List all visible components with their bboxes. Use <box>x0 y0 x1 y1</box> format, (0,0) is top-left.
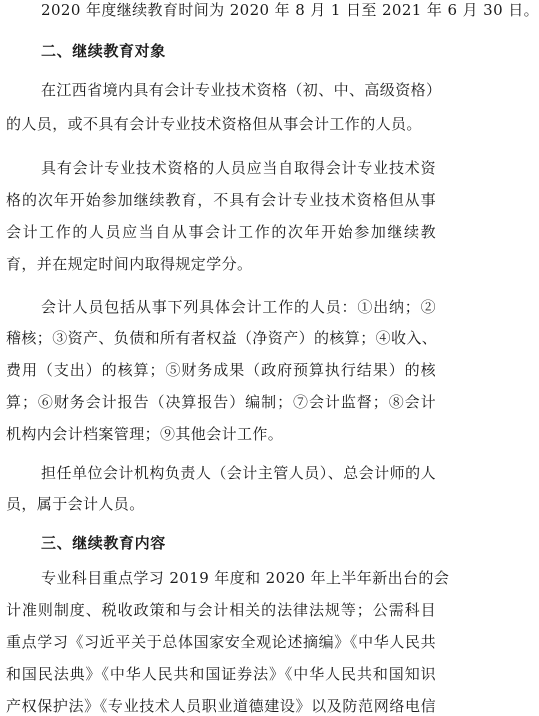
paragraph-line: 的人员，或不具有会计专业技术资格但从事会计工作的人员。 <box>6 115 422 133</box>
paragraph-line: 稽核；③资产、负债和所有者权益（净资产）的核算；④收入、 <box>6 329 438 347</box>
paragraph-line: 费用（支出）的核算；⑤财务成果（政府预算执行结果）的核 <box>6 361 436 379</box>
paragraph-line: 重点学习《习近平关于总体国家安全观论述摘编》《中华人民共 <box>6 633 436 651</box>
paragraph-line: 会计工作的人员应当自从事会计工作的次年开始参加继续教 <box>6 223 436 241</box>
paragraph-line: 担任单位会计机构负责人（会计主管人员）、总会计师的人 <box>41 464 436 482</box>
section-heading-2: 二、继续教育对象 <box>41 42 166 60</box>
paragraph-line: 算；⑥财务会计报告（决算报告）编制；⑦会计监督；⑧会计 <box>6 393 436 411</box>
paragraph-line: 员，属于会计人员。 <box>6 495 145 513</box>
paragraph-line: 育，并在规定时间内取得规定学分。 <box>6 255 253 273</box>
paragraph-line: 格的次年开始参加继续教育，不具有会计专业技术资格但从事 <box>6 191 436 209</box>
paragraph-line: 机构内会计档案管理；⑨其他会计工作。 <box>6 425 284 443</box>
section-heading-3: 三、继续教育内容 <box>41 534 166 552</box>
intro-line: 2020 年度继续教育时间为 2020 年 8 月 1 日至 2021 年 6 月 30 日。 <box>41 1 539 19</box>
paragraph-line: 专业科目重点学习 2019 年度和 2020 年上半年新出台的会 <box>41 569 450 587</box>
paragraph-line: 在江西省境内具有会计专业技术资格（初、中、高级资格） <box>41 81 442 99</box>
paragraph-line: 和国民法典》《中华人民共和国证券法》《中华人民共和国知识 <box>6 665 436 683</box>
paragraph-line: 会计人员包括从事下列具体会计工作的人员：①出纳；② <box>41 298 436 316</box>
paragraph-line: 计准则制度、税收政策和与会计相关的法律法规等；公需科目 <box>6 601 436 619</box>
paragraph-line: 产权保护法》《专业技术人员职业道德建设》以及防范网络电信 <box>6 697 436 715</box>
paragraph-line: 具有会计专业技术资格的人员应当自取得会计专业技术资 <box>41 159 436 177</box>
